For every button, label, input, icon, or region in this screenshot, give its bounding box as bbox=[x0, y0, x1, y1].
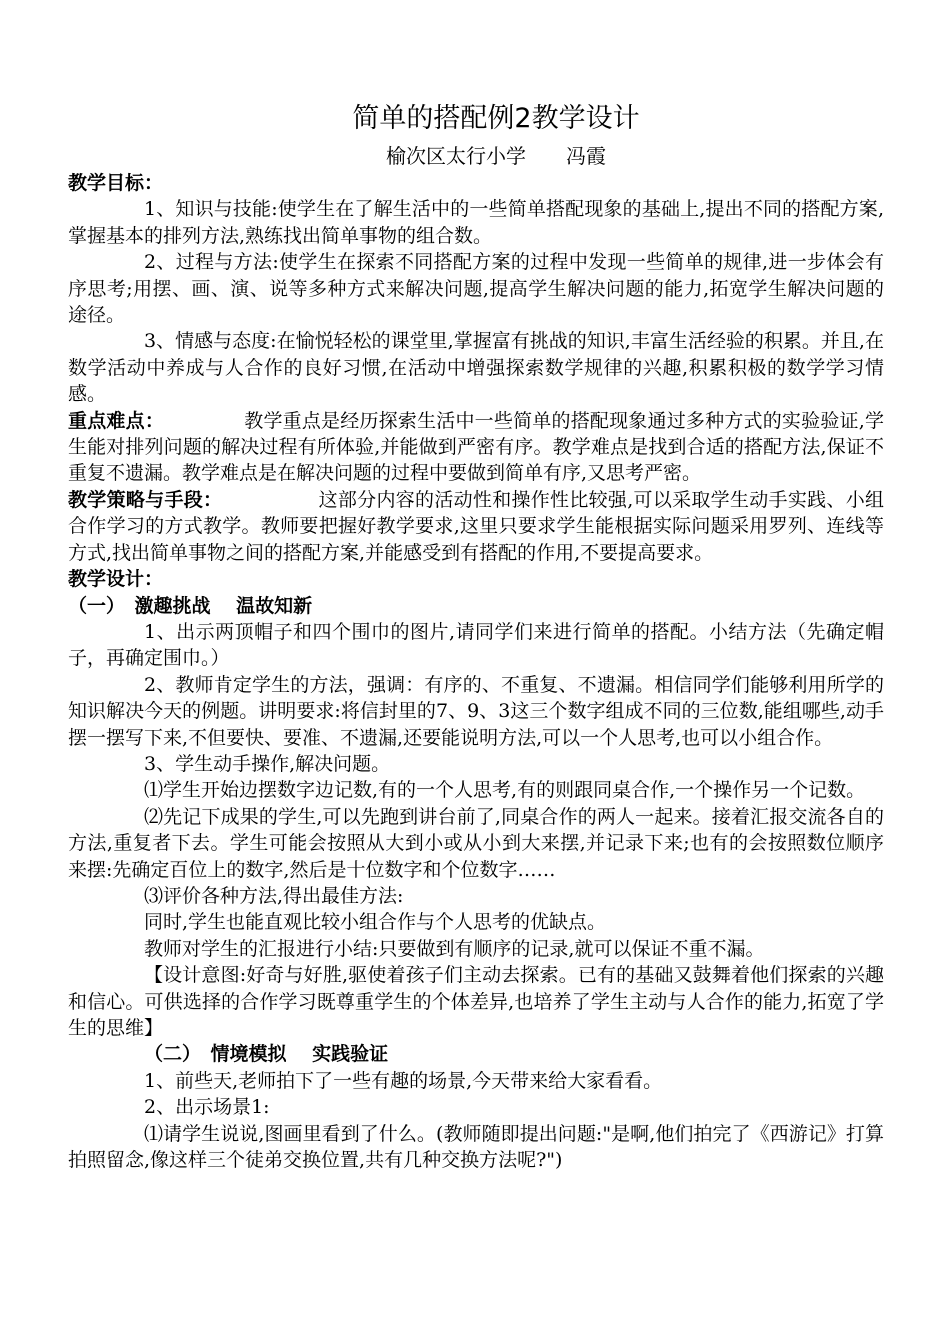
section-1-paragraph-4: ⑴学生开始边摆数字边记数,有的一个人思考,有的则跟同桌合作,一个操作另一个记数。 bbox=[144, 779, 866, 802]
author-line: 榆次区太行小学 冯霞 bbox=[386, 144, 606, 168]
section-2-title: （二） 情境模拟 实践验证 bbox=[144, 1043, 389, 1066]
section-1-paragraph-8: 教师对学生的汇报进行小结:只要做到有顺序的记录,就可以保证不重不漏。 bbox=[144, 937, 765, 960]
key-points-text: 教学重点是经历探索生活中一些简单的搭配现象通过多种方式的实验验证,学生能对排列问题的解决过程有所体验,并能做到严密有序。教学难点是找到合适的搭配方法,保证不重复不遗漏。教学难点是在解决问题的过程中要做到简单有序,又思考严密。 bbox=[68, 409, 884, 485]
key-points-heading: 重点难点： bbox=[68, 409, 165, 432]
key-points-paragraph bbox=[68, 408, 884, 487]
section-2-paragraph-1: 1、前些天,老师拍下了一些有趣的场景,今天带来给大家看看。 bbox=[144, 1069, 663, 1092]
document-page bbox=[68, 96, 884, 1173]
section-1-paragraph-3: 3、学生动手操作,解决问题。 bbox=[144, 752, 391, 775]
section-2-paragraph-3: ⑴请学生说说,图画里看到了什么。(教师随即提出问题:"是啊,他们拍完了《西游记》打算拍照留念,像这样三个徒弟交换位置,共有几种交换方法呢?") bbox=[68, 1122, 884, 1172]
section-1-paragraph-1: 1、出示两顶帽子和四个围巾的图片,请同学们来进行简单的搭配。小结方法（先确定帽子，再确定围巾。） bbox=[68, 620, 884, 670]
section-1-paragraph-2: 2、教师肯定学生的方法，强调：有序的、不重复、不遗漏。相信同学们能够利用所学的知识解决今天的例题。讲明要求:将信封里的7、9、3这三个数字组成不同的三位数,能组哪些,动手摆一摆写下来,不但要快、要准、不遗漏,还要能说明方法,可以一个人思考,也可以小组合作。 bbox=[68, 673, 884, 749]
design-heading: 教学设计： bbox=[68, 568, 164, 591]
objective-paragraph-2: 2、过程与方法:使学生在探索不同搭配方案的过程中发现一些简单的规律,进一步体会有序思考;用摆、画、演、说等多种方式来解决问题,提高学生解决问题的能力,拓宽学生解决问题的途径。 bbox=[68, 251, 884, 327]
section-2-paragraph-2: 2、出示场景1: bbox=[144, 1096, 270, 1119]
document-title: 简单的搭配例2教学设计 bbox=[352, 103, 640, 134]
strategy-text: 这部分内容的活动性和操作性比较强,可以采取学生动手实践、小组合作学习的方式教学。教师要把握好教学要求,这里只要求学生能根据实际问题采用罗列、连线等方式,找出简单事物之间的搭配方案,并能感受到有搭配的作用,不要提高要求。 bbox=[68, 488, 884, 564]
section-1-paragraph-7: 同时,学生也能直观比较小组合作与个人思考的优缺点。 bbox=[144, 911, 607, 934]
section-1-title: （一） 激趣挑战 温故知新 bbox=[68, 594, 313, 617]
section-1-paragraph-5: ⑵先记下成果的学生,可以先跑到讲台前了,同桌合作的两人一起来。接着汇报交流各自的方法,重复者下去。学生可能会按照从大到小或从小到大来摆,并记录下来;也有的会按照数位顺序来摆:先确定百位上的数字,然后是十位数字和个位数字…… bbox=[68, 805, 884, 881]
strategy-paragraph bbox=[68, 487, 884, 566]
objective-paragraph-1: 1、知识与技能:使学生在了解生活中的一些简单搭配现象的基础上,提出不同的搭配方案,掌握基本的排列方法,熟练找出简单事物的组合数。 bbox=[68, 198, 884, 247]
strategy-heading: 教学策略与手段： bbox=[68, 488, 223, 511]
objectives-heading: 教学目标： bbox=[68, 172, 164, 194]
design-intent-paragraph: 【设计意图:好奇与好胜,驱使着孩子们主动去探索。已有的基础又鼓舞着他们探索的兴趣和信心。可供选择的合作学习既尊重学生的个体差异,也培养了学生主动与人合作的能力,拓宽了学生的思维】 bbox=[68, 964, 884, 1039]
objective-paragraph-3: 3、情感与态度:在愉悦轻松的课堂里,掌握富有挑战的知识,丰富生活经验的积累。并且,在数学活动中养成与人合作的良好习惯,在活动中增强探索数学规律的兴趣,积累积极的数学学习情感。 bbox=[68, 330, 884, 406]
section-1-paragraph-6: ⑶评价各种方法,得出最佳方法: bbox=[144, 884, 404, 907]
